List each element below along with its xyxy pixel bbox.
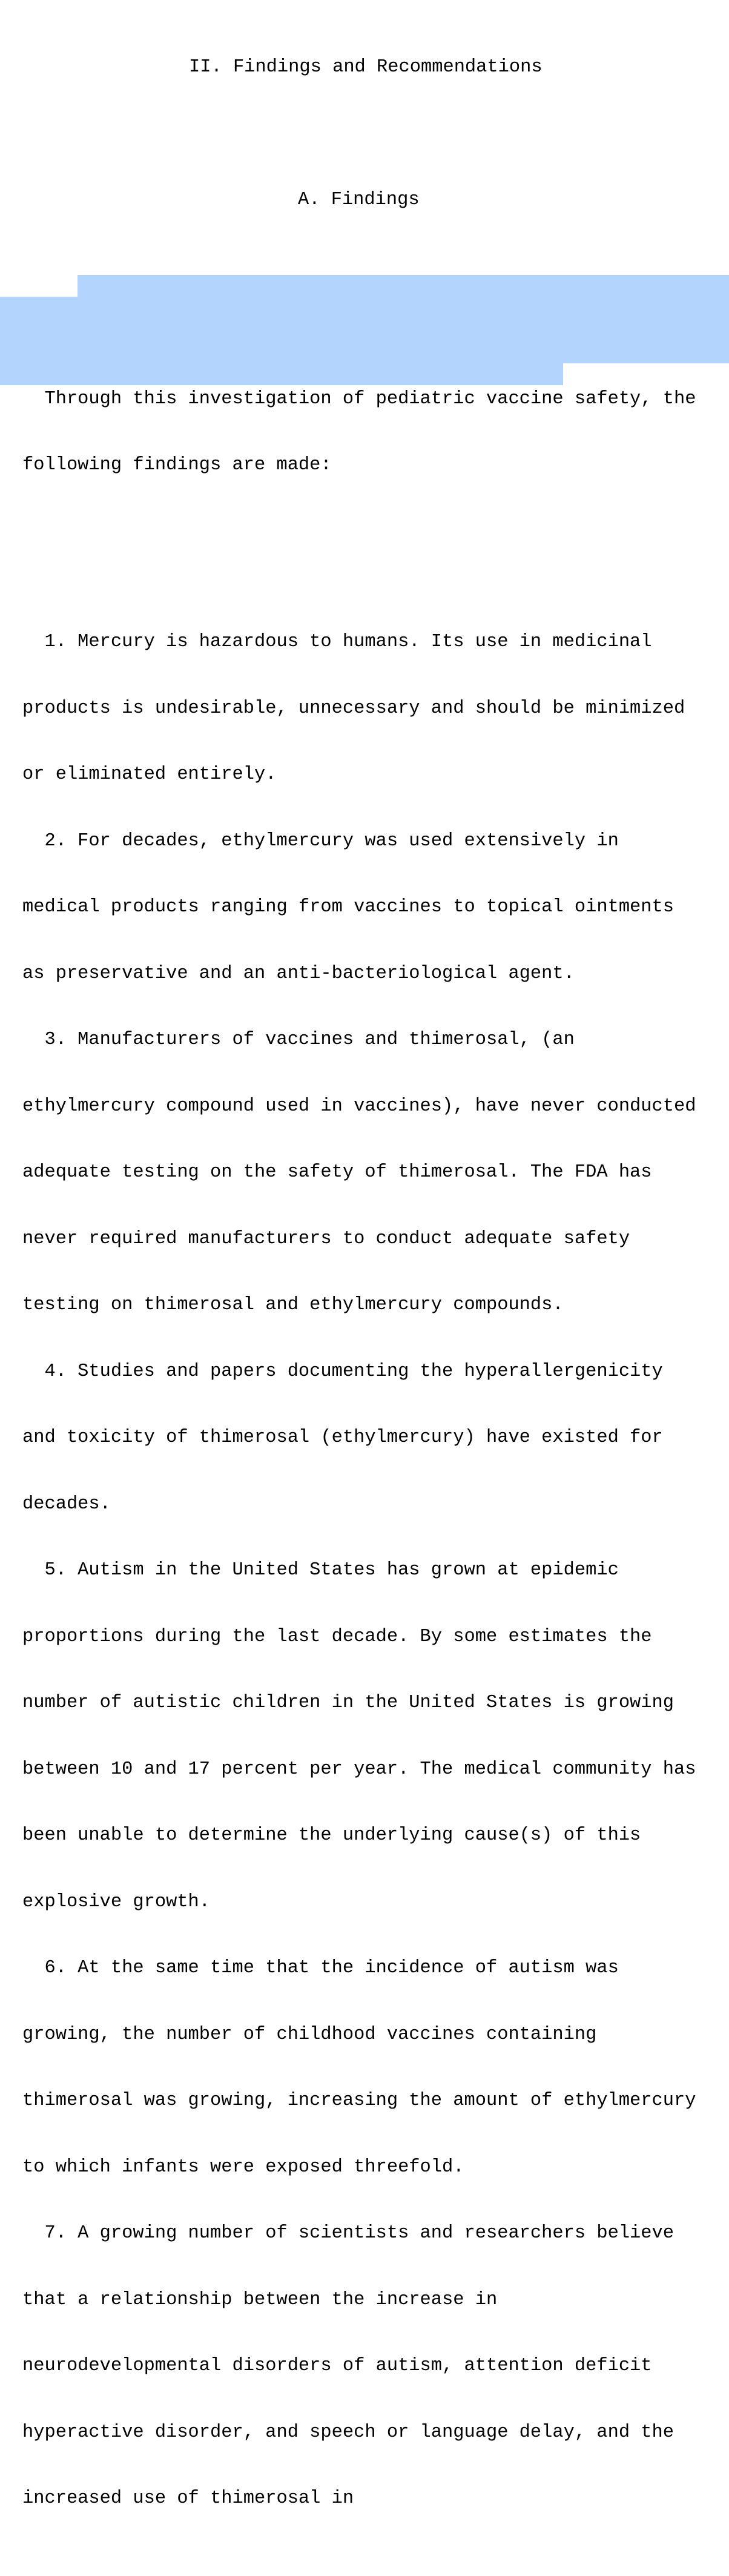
text-line: proportions during the last decade. By some estimates the xyxy=(22,1626,652,1647)
text-line: medical products ranging from vaccines to topical ointments xyxy=(22,897,675,917)
selected-text-line[interactable]: never required manufacturers to conduct adequate safety xyxy=(22,1228,630,1249)
text-line: 7. A growing number of scientists and researchers believe xyxy=(22,2223,675,2244)
text-line: to which infants were exposed threefold. xyxy=(22,2156,464,2178)
text-selection-highlight xyxy=(0,363,563,385)
text-selection-highlight xyxy=(0,297,729,363)
document-page xyxy=(22,12,725,2576)
text-line: 4. Studies and papers documenting the hyperallergenicity xyxy=(22,1361,663,1382)
text-line: products is undesirable, unnecessary and should be minimized xyxy=(22,698,685,719)
blank-line xyxy=(22,123,725,145)
text-line: or eliminated entirely. xyxy=(22,764,277,785)
text-line: 5. Autism in the United States has grown at epidemic xyxy=(22,1560,619,1580)
text-line: following findings are made: xyxy=(22,455,332,475)
text-line: 2. For decades, ethylmercury was used extensively in xyxy=(22,830,619,851)
text-line: 1. Mercury is hazardous to humans. Its use in medicinal xyxy=(22,632,652,652)
findings-list xyxy=(22,587,725,2554)
text-line: as preservative and an anti-bacteriological agent. xyxy=(22,963,575,984)
text-selection-highlight xyxy=(78,275,729,297)
text-line: thimerosal was growing, increasing the amount of ethylmercury xyxy=(22,2090,696,2111)
selected-text-line[interactable]: 3. Manufacturers of vaccines and thimerosal, (an xyxy=(22,1029,575,1050)
text-line: decades. xyxy=(22,1493,111,1514)
text-line: been unable to determine the underlying cause(s) of this xyxy=(22,1825,641,1846)
text-line: neurodevelopmental disorders of autism, attention deficit xyxy=(22,2356,652,2376)
text-line: hyperactive disorder, and speech or language delay, and the xyxy=(22,2422,675,2443)
text-line: and toxicity of thimerosal (ethylmercury) have existed for xyxy=(22,1427,663,1448)
text-line: Through this investigation of pediatric vaccine safety, the xyxy=(22,388,696,409)
text-line: growing, the number of childhood vaccines containing xyxy=(22,2024,597,2045)
selected-text-line[interactable]: testing on thimerosal and ethylmercury compounds. xyxy=(22,1295,564,1315)
section-heading: II. Findings and Recommendations xyxy=(189,57,543,78)
text-line: that a relationship between the increase in xyxy=(22,2289,498,2310)
text-line: increased use of thimerosal in xyxy=(22,2488,354,2509)
text-line: between 10 and 17 percent per year. The medical community has xyxy=(22,1759,696,1780)
text-line: 6. At the same time that the incidence of autism was xyxy=(22,1958,619,1978)
text-line: explosive growth. xyxy=(22,1891,211,1912)
selected-text-line[interactable]: adequate testing on the safety of thimerosal. The FDA has xyxy=(22,1162,652,1183)
subsection-heading: A. Findings xyxy=(298,190,420,210)
text-line: number of autistic children in the United States is growing xyxy=(22,1693,675,1713)
selected-text-line[interactable]: ethylmercury compound used in vaccines), have never conducted xyxy=(22,1095,696,1117)
blank-line xyxy=(22,256,725,278)
